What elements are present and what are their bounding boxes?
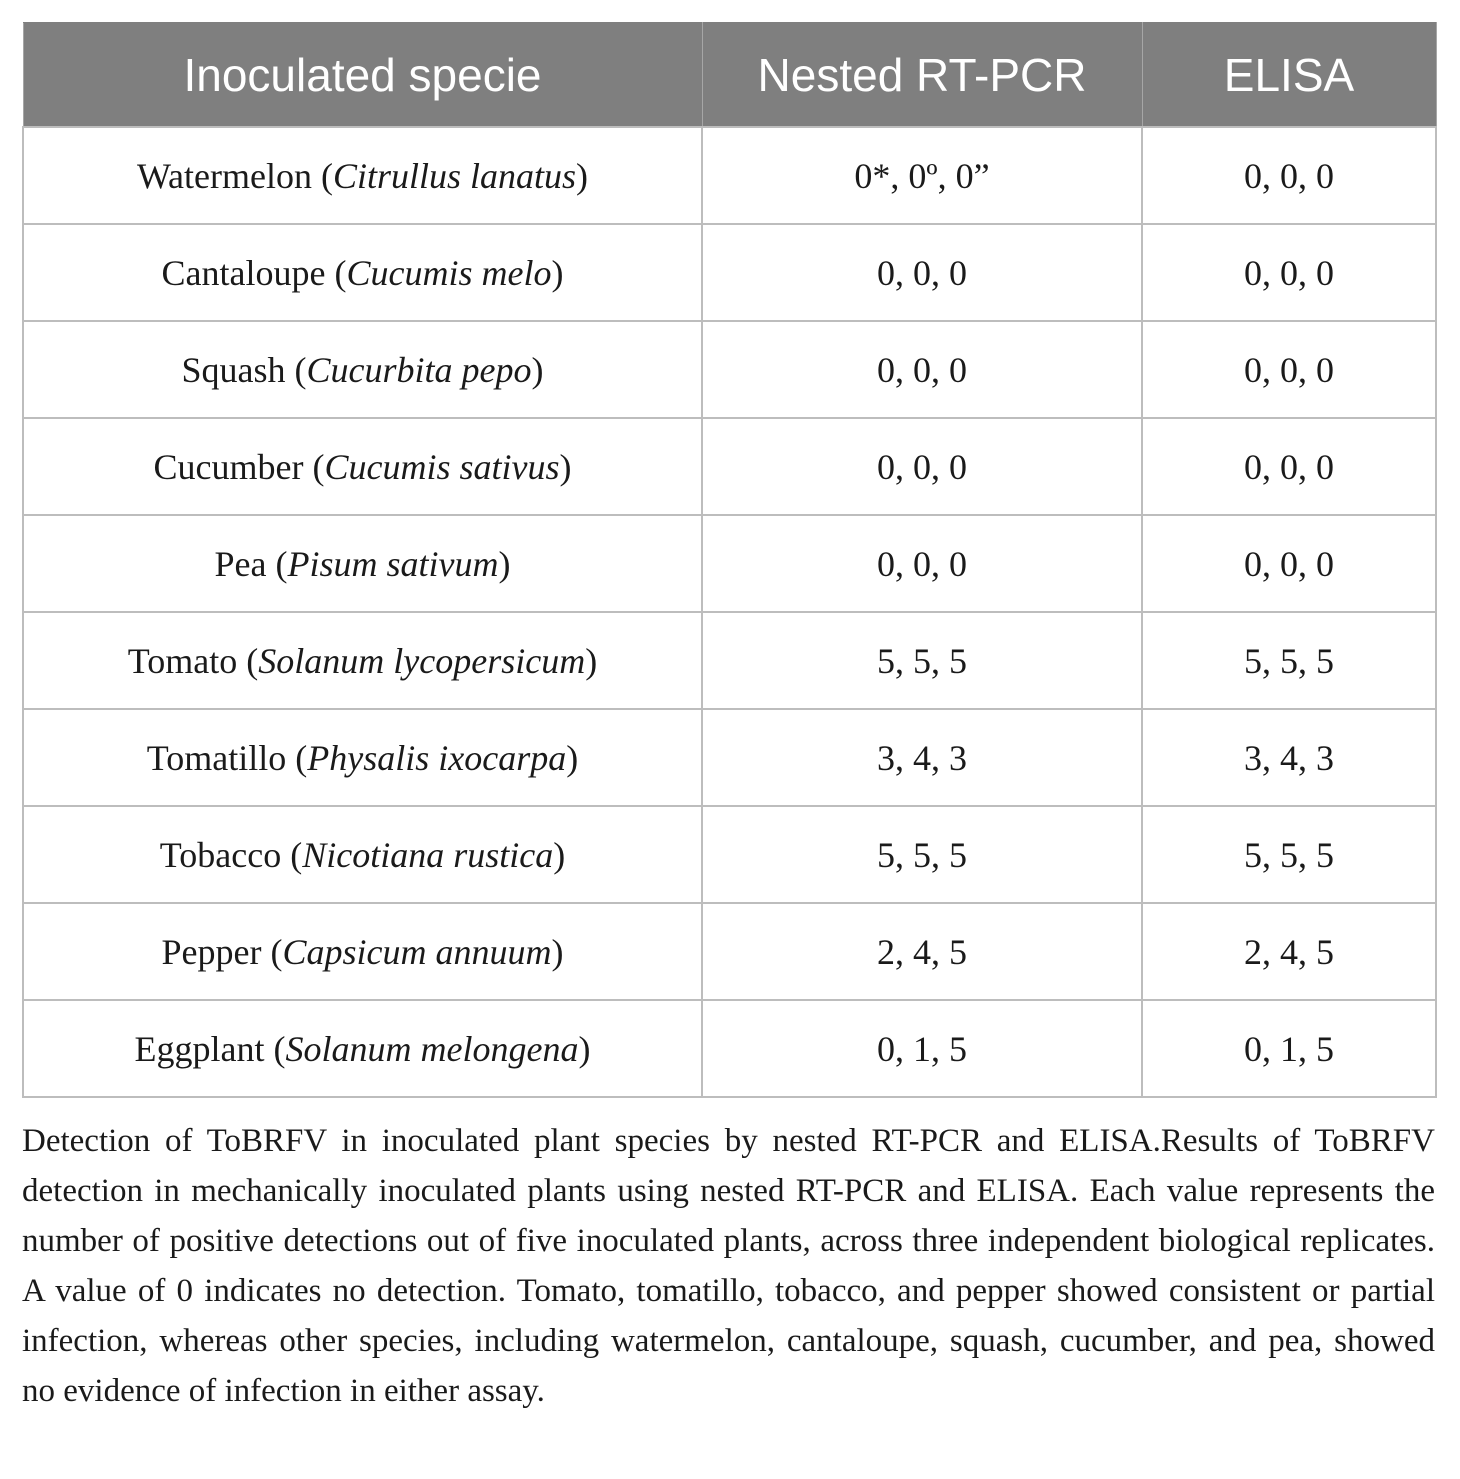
table-body — [23, 127, 1436, 1097]
specie-cell: Tomato (Solanum lycopersicum) — [23, 612, 702, 709]
common-name: Pea — [214, 543, 267, 584]
table-caption — [22, 1116, 1435, 1416]
specie-cell: Eggplant (Solanum melongena) — [23, 1000, 702, 1097]
specie-cell: Pepper (Capsicum annuum) — [23, 903, 702, 1000]
table-row — [23, 709, 1436, 806]
scientific-name: Cucumis melo — [346, 252, 552, 293]
scientific-name: Solanum lycopersicum — [258, 640, 586, 681]
specie-cell: Squash (Cucurbita pepo) — [23, 321, 702, 418]
table-row — [23, 224, 1436, 321]
nested-rt-pcr-cell: 0, 0, 0 — [702, 418, 1142, 515]
specie-cell: Watermelon (Citrullus lanatus) — [23, 127, 702, 224]
elisa-cell: 0, 0, 0 — [1142, 418, 1436, 515]
elisa-cell: 0, 0, 0 — [1142, 127, 1436, 224]
column-header-elisa: ELISA — [1142, 23, 1436, 128]
table-row — [23, 612, 1436, 709]
caption-title: Detection of ToBRFV in inoculated plant species by nested RT-PCR and ELISA. — [22, 1123, 1161, 1159]
table-row — [23, 903, 1436, 1000]
scientific-name: Solanum melongena — [285, 1028, 579, 1069]
caption-text: Results of ToBRFV detection in mechanically inoculated plants using nested RT-PCR and ELISA. Each value represents the number of positive detections out of five inoculated plants, across three independent biological replicates. A value of 0 indicates no detection. Tomato, tomatillo, tobacco, and pepper showed consistent or partial infection, whereas other species, including watermelon, cantaloupe, squash, cucumber, and pea, showed no evidence of infection in either assay. — [22, 1123, 1435, 1409]
common-name: Squash — [181, 349, 286, 390]
column-header-specie: Inoculated specie — [23, 23, 702, 128]
specie-cell: Cucumber (Cucumis sativus) — [23, 418, 702, 515]
common-name: Pepper — [161, 931, 262, 972]
common-name: Tomatillo — [146, 737, 287, 778]
specie-cell: Pea (Pisum sativum) — [23, 515, 702, 612]
table-row — [23, 515, 1436, 612]
results-table — [22, 22, 1437, 1098]
table-row — [23, 127, 1436, 224]
common-name: Eggplant — [134, 1028, 265, 1069]
common-name: Cucumber — [153, 446, 304, 487]
scientific-name: Pisum sativum — [287, 543, 499, 584]
common-name: Watermelon — [136, 155, 312, 196]
elisa-cell: 5, 5, 5 — [1142, 806, 1436, 903]
scientific-name: Capsicum annuum — [282, 931, 552, 972]
nested-rt-pcr-cell: 0, 0, 0 — [702, 321, 1142, 418]
specie-cell: Tobacco (Nicotiana rustica) — [23, 806, 702, 903]
specie-cell: Cantaloupe (Cucumis melo) — [23, 224, 702, 321]
nested-rt-pcr-cell: 3, 4, 3 — [702, 709, 1142, 806]
table-figure — [22, 22, 1435, 1416]
table-row — [23, 806, 1436, 903]
scientific-name: Citrullus lanatus — [332, 155, 577, 196]
elisa-cell: 0, 0, 0 — [1142, 515, 1436, 612]
elisa-cell: 0, 1, 5 — [1142, 1000, 1436, 1097]
common-name: Tomato — [127, 640, 238, 681]
header-row — [23, 23, 1436, 128]
elisa-cell: 0, 0, 0 — [1142, 224, 1436, 321]
nested-rt-pcr-cell: 5, 5, 5 — [702, 612, 1142, 709]
nested-rt-pcr-cell: 0, 0, 0 — [702, 515, 1142, 612]
scientific-name: Physalis ixocarpa — [307, 737, 567, 778]
scientific-name: Cucurbita pepo — [306, 349, 532, 390]
nested-rt-pcr-cell: 0, 0, 0 — [702, 224, 1142, 321]
table-header — [23, 23, 1436, 128]
table-row — [23, 1000, 1436, 1097]
specie-cell: Tomatillo (Physalis ixocarpa) — [23, 709, 702, 806]
scientific-name: Cucumis sativus — [324, 446, 560, 487]
elisa-cell: 5, 5, 5 — [1142, 612, 1436, 709]
scientific-name: Nicotiana rustica — [302, 834, 554, 875]
elisa-cell: 0, 0, 0 — [1142, 321, 1436, 418]
common-name: Cantaloupe — [161, 252, 326, 293]
nested-rt-pcr-cell: 0, 1, 5 — [702, 1000, 1142, 1097]
elisa-cell: 2, 4, 5 — [1142, 903, 1436, 1000]
column-header-nested-rt-pcr: Nested RT-PCR — [702, 23, 1142, 128]
nested-rt-pcr-cell: 2, 4, 5 — [702, 903, 1142, 1000]
nested-rt-pcr-cell: 5, 5, 5 — [702, 806, 1142, 903]
nested-rt-pcr-cell: 0*, 0º, 0” — [702, 127, 1142, 224]
elisa-cell: 3, 4, 3 — [1142, 709, 1436, 806]
common-name: Tobacco — [159, 834, 282, 875]
table-row — [23, 321, 1436, 418]
table-row — [23, 418, 1436, 515]
